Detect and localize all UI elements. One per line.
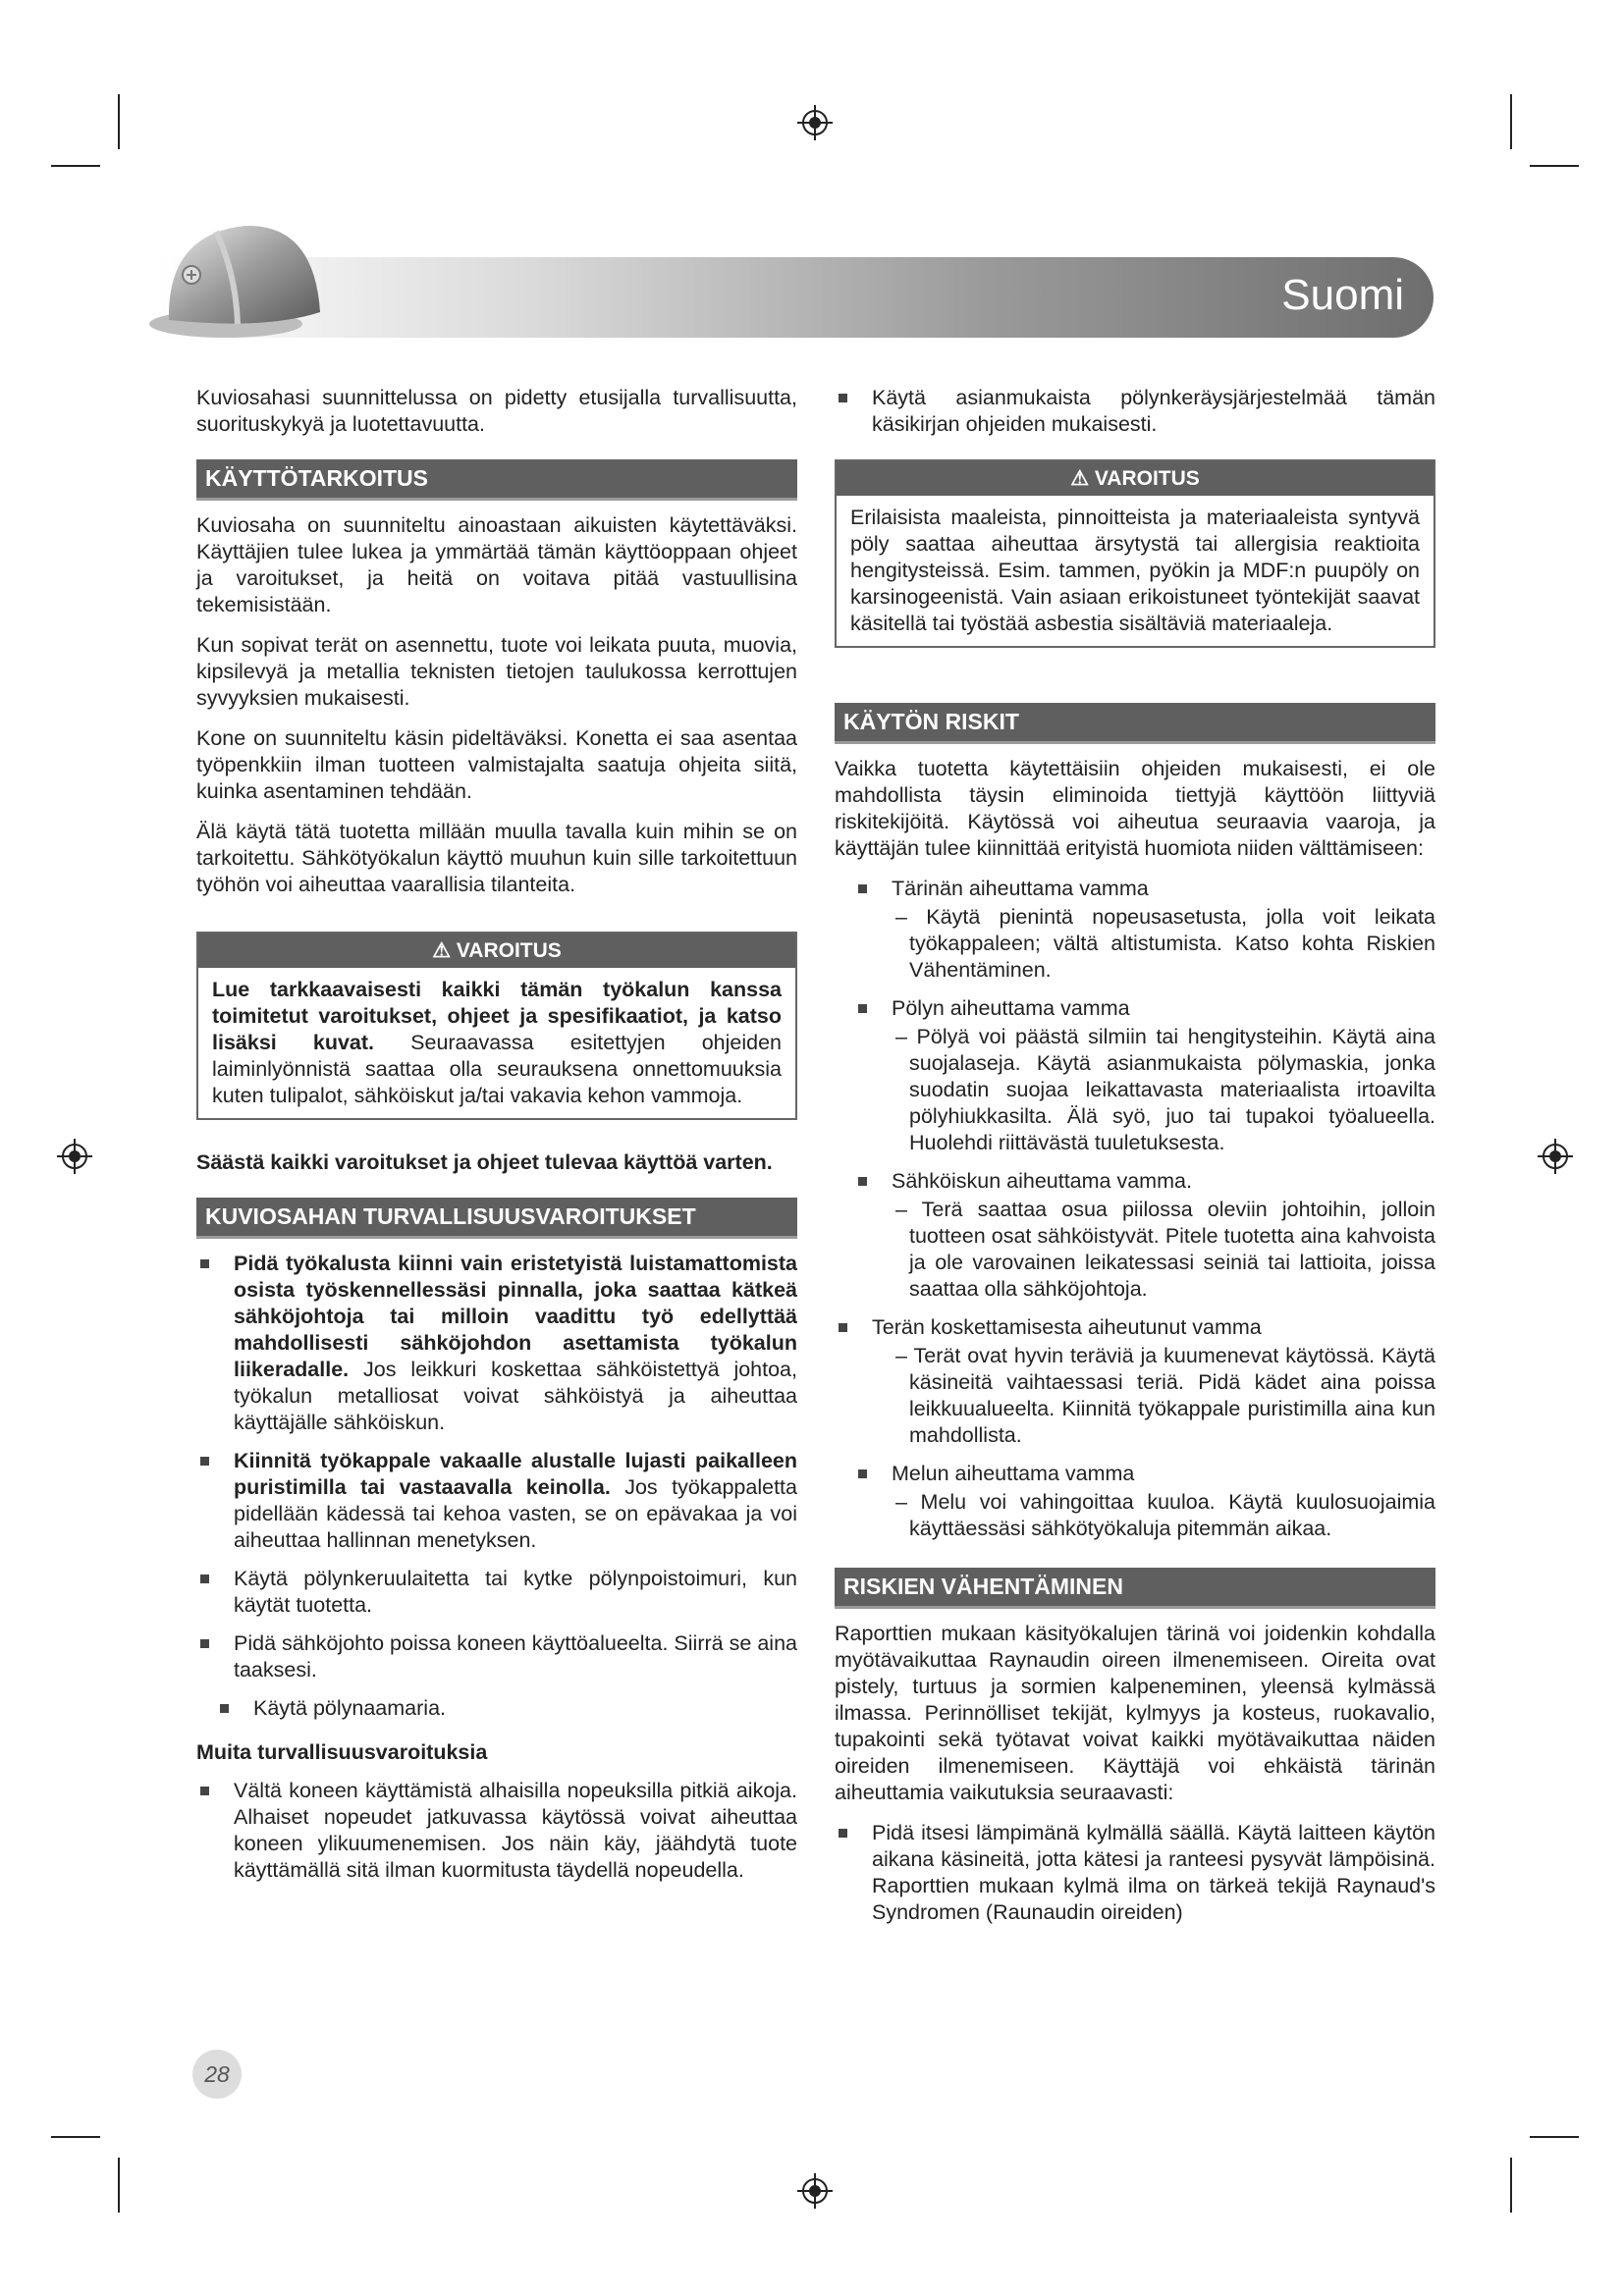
warning-box (196, 932, 797, 1120)
right-column (835, 385, 1435, 1938)
list-item: Käytä asianmukaista pölynkeräysjärjestelmää tämän käsikirjan ohjeiden mukaisesti. (835, 385, 1435, 438)
warning-triangle-icon: ⚠ (1070, 467, 1090, 490)
other-warnings-list (196, 1778, 797, 1884)
reduction-list (835, 1820, 1435, 1926)
paragraph: Kuviosaha on suunniteltu ainoastaan aikuisten käytettäväksi. Käyttäjien tulee lukea ja ymmärtää tämän käyttöoppaan ohjeet ja varoitukset, ja heitä on voitava pitää vastuullisina tekemisistään. (196, 513, 797, 616)
section-heading-risk-reduction: RISKIEN VÄHENTÄMINEN (835, 1568, 1435, 1609)
page-number: 28 (192, 2050, 242, 2099)
registration-mark-icon (55, 1137, 94, 1176)
warning-box (835, 459, 1435, 648)
list-item: Pölyn aiheuttama vamma – Pölyä voi päästä silmiin tai hengitysteihin. Käytä aina suojalaseja. Käytä asianmukaista pölymaskia, jonka suodatin suojaa leikattavasta materiaalista irtoavilta pölyhiukkasilta. Älä syö, juo tai tupakoi työalueella. Huolehdi riittävästä tuuletuksesta. (854, 995, 1435, 1156)
list-item: Sähköiskun aiheuttama vamma. – Terä saattaa osua piilossa oleviin johtoihin, jolloin tuotteen osat sähköistyvät. Pitele tuotetta aina kahvoista ja ole varovainen leikatessasi seiniä tai lattioita, joissa saattaa olla sähköjohtoja. (854, 1168, 1435, 1303)
warning-heading: ⚠ VAROITUS (837, 461, 1434, 496)
section-heading-safety-warnings: KUVIOSAHAN TURVALLISUUSVAROITUKSET (196, 1198, 797, 1239)
left-column (196, 385, 797, 1896)
crop-mark-top-left-h (51, 165, 100, 167)
warning-triangle-icon: ⚠ (432, 939, 452, 962)
registration-mark-icon (1536, 1137, 1575, 1176)
list-item: Pidä työkalusta kiinni vain eristetyistä luistamattomista osista työskennellessäsi pinnalla, joka saattaa kätkeä sähköjohtoja tai milloin vaadittu työ edellyttää mahdollisesti sähköjohdon asettamista työkalun liikeradalle. Jos leikkuri koskettaa sähköistettyä johtoa, työkalun metalliosat voivat sähköistyä ja aiheuttaa käyttäjälle sähköiskun. (196, 1251, 797, 1436)
crop-mark-top-left-v (118, 94, 120, 149)
crop-mark-bottom-right-h (1530, 2136, 1579, 2138)
list-item: Terän koskettamisesta aiheutunut vamma – Terät ovat hyvin teräviä ja kuumenevat käytössä. Käytä käsineitä vaihtaessasi teriä. Pidä kädet aina poissa leikkuualueelta. Kiinnitä työkappale puristimilla aina kun mahdollista. (835, 1314, 1435, 1449)
list-item: Käytä pölynkeruulaitetta tai kytke pölynpoistoimuri, kun käytät tuotetta. (196, 1566, 797, 1619)
paragraph: Kone on suunniteltu käsin pideltäväksi. Konetta ei saa asentaa työpenkkiin ilman tuotteen valmistajalta saatuja ohjeita siitä, kuinka asentaminen tehdään. (196, 726, 797, 803)
language-header-bar (157, 257, 1434, 338)
list-item: Pidä sähköjohto poissa koneen käyttöalueelta. Siirrä se aina taaksesi. (196, 1630, 797, 1683)
header-title: Suomi (1281, 271, 1404, 319)
crop-mark-bottom-left-v (118, 2158, 120, 2213)
crop-mark-top-right-h (1530, 165, 1579, 167)
safety-helmet-icon (147, 214, 324, 342)
list-subitem: – Melu voi vahingoittaa kuuloa. Käytä kuulosuojaimia käyttäessäsi sähkötyökaluja pitemmän aikaa. (895, 1490, 1435, 1540)
crop-mark-bottom-left-h (51, 2136, 100, 2138)
paragraph: Älä käytä tätä tuotetta millään muulla tavalla kuin mihin se on tarkoitettu. Sähkötyökalun käyttö muuhun kuin sille tarkoitettuun työhön voi aiheuttaa vaarallisia tilanteita. (196, 820, 797, 896)
save-instructions: Säästä kaikki varoitukset ja ohjeet tulevaa käyttöä varten. (196, 1150, 773, 1174)
dust-list (835, 385, 1435, 438)
list-item: Tärinän aiheuttama vamma – Käytä pienintä nopeusasetusta, jolla voit leikata työkappaleen; vältä altistumista. Katso kohta Riskien Vähentäminen. (854, 876, 1435, 984)
crop-mark-top-right-v (1510, 94, 1512, 149)
list-item: Kiinnitä työkappale vakaalle alustalle lujasti paikalleen puristimilla tai vastaavalla keinolla. Jos työkappaletta pidellään kädessä tai kehoa vasten, se on epävakaa ja voi aiheuttaa hallinnan menetyksen. (196, 1448, 797, 1554)
warning-text: Seuraavassa esitettyjen ohjeiden laiminlyönnistä saattaa olla seurauksena onnettomuuksia kuten tulipalot, sähköiskut ja/tai vakavia kehon vammoja. (212, 1031, 782, 1107)
list-item: Vältä koneen käyttämistä alhaisilla nopeuksilla pitkiä aikoja. Alhaiset nopeudet jatkuvassa käytössä voivat aiheuttaa koneen ylikuumenemisen. Jos näin käy, jäähdytä tuote käyttämällä sitä ilman kuormitusta täydellä nopeudella. (196, 1778, 797, 1884)
paragraph: Kun sopivat terät on asennettu, tuote voi leikata puuta, muovia, kipsilevyä ja metallia teknisten tietojen taulukossa kerrottujen syvyyksien mukaisesti. (196, 633, 797, 710)
subheading-other-warnings: Muita turvallisuusvaroituksia (196, 1740, 488, 1764)
warning-heading: ⚠ VAROITUS (198, 934, 795, 968)
intro-paragraph: Kuviosahasi suunnittelussa on pidetty etusijalla turvallisuutta, suorituskykyä ja luotettavuutta. (196, 386, 797, 436)
warning-body: Erilaisista maaleista, pinnoitteista ja materiaaleista syntyvä pöly saattaa aiheuttaa ärsytystä tai allergisia reaktioita hengitysteissä. Esim. tammen, pyökin ja MDF:n puupöly on karsinogeenistä. Vain asiaan erikoistuneet työntekijät saavat käsitellä tai työstää asbestia sisältäviä materiaaleja. (850, 506, 1420, 635)
registration-mark-icon (795, 2171, 835, 2211)
list-subitem: – Käytä pienintä nopeusasetusta, jolla voit leikata työkappaleen; vältä altistumista. Katso kohta Riskien Vähentäminen. (895, 905, 1435, 982)
list-subitem: – Terä saattaa osua piilossa oleviin johtoihin, jolloin tuotteen osat sähköistyvät. Pitele tuotetta aina kahvoista ja ole varovainen leikatessasi seiniä tai lattioita, joissa saattaa olla sähköjohtoja. (895, 1198, 1435, 1301)
paragraph: Raporttien mukaan käsityökalujen tärinä voi joidenkin kohdalla myötävaikuttaa Raynaudin oireen ilmenemiseen. Oireita ovat pistely, turtuus ja sormien kalpeneminen, yleensä kylmässä ilmassa. Perinnölliset tekijät, kylmyys ja kosteus, ruokavalio, tupakointi sekä työtavat voivat kaikki myötävaikuttaa näiden oireiden ilmenemiseen. Käyttäjä voi ehkäistä tärinän aiheuttamia vaikutuksia seuraavasti: (835, 1622, 1435, 1804)
section-heading-intended-use: KÄYTTÖTARKOITUS (196, 459, 797, 501)
risks-list (835, 876, 1435, 1542)
warning-body (198, 968, 795, 1118)
list-subitem: – Pölyä voi päästä silmiin tai hengitysteihin. Käytä aina suojalaseja. Käytä asianmukaista pölymaskia, jonka suodatin suojaa leikattavasta materiaalista irtoavilta pölyhiukkasilta. Älä syö, juo tai tupakoi työalueella. Huolehdi riittävästä tuuletuksesta. (895, 1025, 1435, 1154)
list-item: Käytä pölynaamaria. (216, 1695, 797, 1722)
paragraph: Vaikka tuotetta käytettäisiin ohjeiden mukaisesti, ei ole mahdollista täysin eliminoida tiettyjä käyttöön liittyviä riskitekijöitä. Käytössä voi aiheutua seuraavia vaaroja, ja käyttäjän tulee kiinnittää erityistä huomiota niiden välttämiseen: (835, 757, 1435, 860)
crop-mark-bottom-right-v (1510, 2158, 1512, 2213)
safety-list (196, 1251, 797, 1722)
section-heading-usage-risks: KÄYTÖN RISKIT (835, 703, 1435, 744)
list-item: Pidä itsesi lämpimänä kylmällä säällä. Käytä laitteen käytön aikana käsineitä, jotta kätesi ja ranteesi pysyvät lämpöisinä. Raporttien mukaan kylmä ilma on tärkeä tekijä Raynaud's Syndromen (Raunaudin oireiden) (835, 1820, 1435, 1926)
list-subitem: – Terät ovat hyvin teräviä ja kuumenevat käytössä. Käytä käsineitä vaihtaessasi teriä. Pidä kädet aina poissa leikkuualueelta. Kiinnitä työkappale puristimilla aina kun mahdollista. (895, 1344, 1435, 1447)
list-item: Melun aiheuttama vamma – Melu voi vahingoittaa kuuloa. Käytä kuulosuojaimia käyttäessäsi sähkötyökaluja pitemmän aikaa. (854, 1461, 1435, 1542)
registration-mark-icon (795, 103, 835, 142)
warning-bold-text: Lue tarkkaavaisesti kaikki tämän työkalun kanssa toimitetut varoitukset, ohjeet ja spesifikaatiot, ja katso lisäksi kuvat. (212, 978, 782, 1054)
